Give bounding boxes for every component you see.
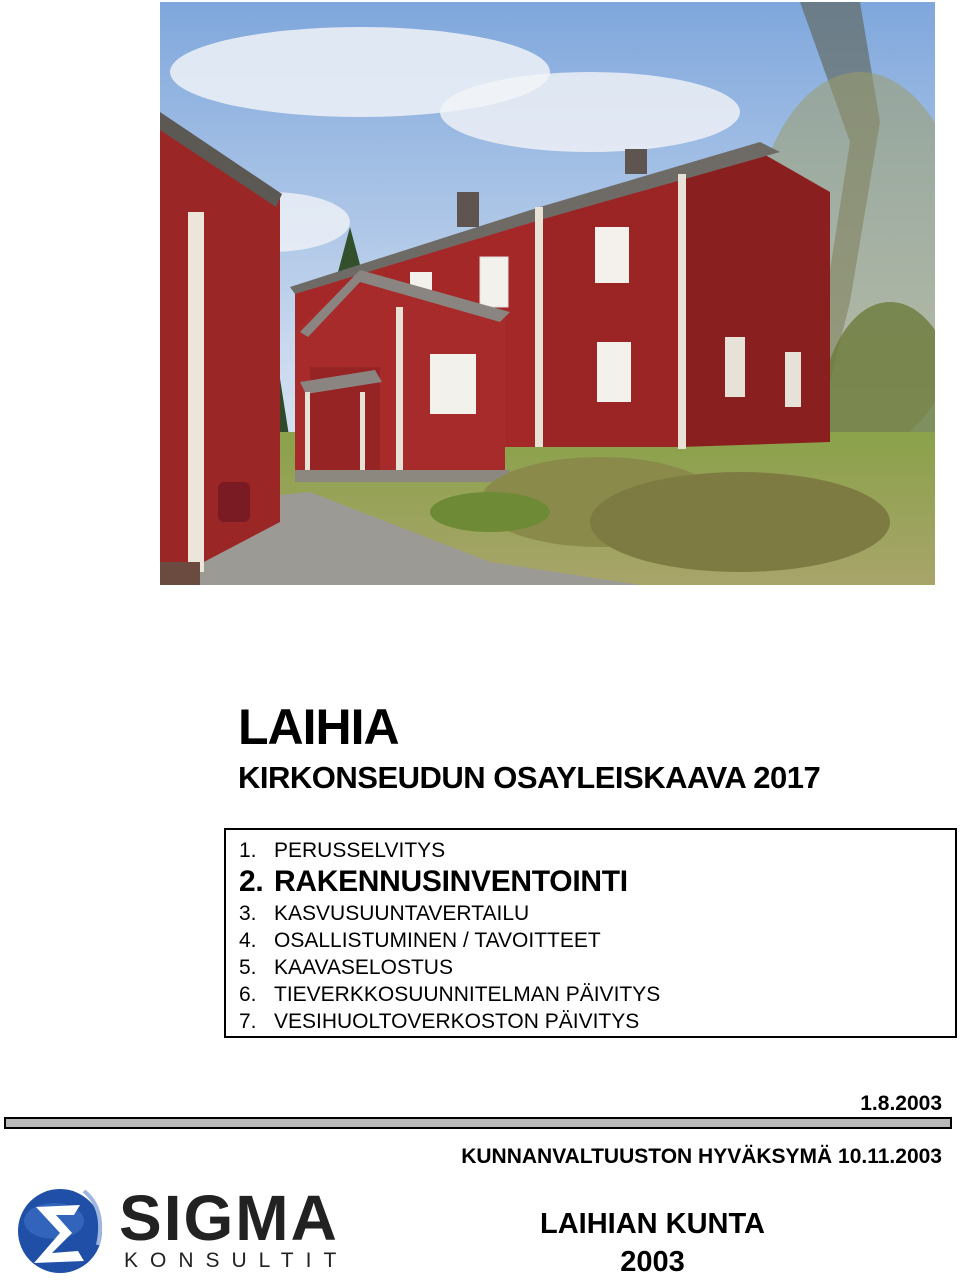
approval-note: KUNNANVALTUUSTON HYVÄKSYMÄ 10.11.2003 [461,1145,942,1168]
report-part-item [239,1008,660,1035]
report-part-item [239,864,660,900]
report-part-label: KASVUSUUNTAVERTAILU [274,902,530,925]
report-part-label: KAAVASELOSTUS [274,956,453,979]
document-date: 1.8.2003 [860,1092,942,1115]
publisher-block [515,1205,790,1281]
document-title: LAIHIA [238,699,399,755]
report-parts-box [224,828,957,1038]
logo-wordmark: SIGMA [119,1182,339,1254]
report-part-label: OSALLISTUMINEN / TAVOITTEET [274,929,601,952]
report-part-number: 2. [239,865,264,898]
report-part-number: 5. [239,956,257,979]
report-part-item [239,837,660,864]
report-part-item [239,981,660,1008]
report-part-number: 6. [239,983,257,1006]
report-part-label: VESIHUOLTOVERKOSTON PÄIVITYS [274,1010,640,1033]
publisher-name: LAIHIAN KUNTA [540,1208,765,1240]
company-logo [14,1182,349,1278]
red-wooden-manor-photo [160,2,935,585]
sigma-globe-logo-icon [14,1183,110,1273]
cover-photo [160,2,935,585]
report-part-label: PERUSSELVITYS [274,839,446,862]
document-subtitle: KIRKONSEUDUN OSAYLEISKAAVA 2017 [238,760,821,795]
report-part-label: RAKENNUSINVENTOINTI [274,865,628,898]
report-part-item [239,900,660,927]
report-part-item [239,954,660,981]
report-part-number: 1. [239,839,257,862]
logo-subtitle: KONSULTIT [124,1249,349,1272]
report-part-number: 4. [239,929,257,952]
report-part-number: 7. [239,1010,257,1033]
report-part-label: TIEVERKKOSUUNNITELMAN PÄIVITYS [274,983,661,1006]
report-parts-list [239,837,660,1035]
publisher-year: 2003 [620,1246,685,1278]
report-part-item [239,927,660,954]
horizontal-divider [4,1117,952,1129]
report-part-number: 3. [239,902,257,925]
